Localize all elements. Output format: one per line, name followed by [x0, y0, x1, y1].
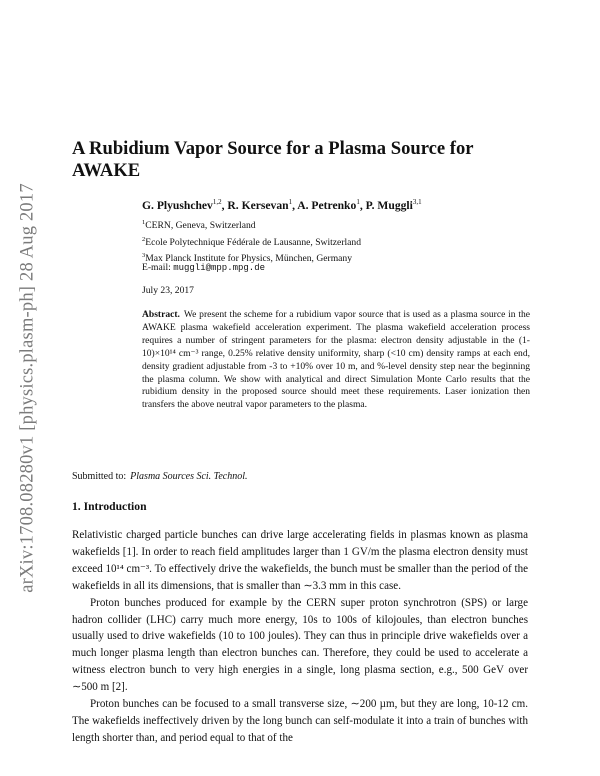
author-affiliation-mark: 1,2 — [212, 198, 222, 206]
affiliation-text: Ecole Polytechnique Fédérale de Lausanne, Switzerland — [145, 236, 362, 248]
affiliation-text: CERN, Geneva, Switzerland — [145, 220, 256, 232]
journal-name: Plasma Sources Sci. Technol. — [130, 471, 248, 482]
affiliation-list — [142, 216, 361, 266]
paragraph: Relativistic charged particle bunches can drive large accelerating fields in plasmas known as plasma wakefields [1]. In order to reach field amplitudes larger than 1 GV/m the plasma electron density must exceed 10¹⁴ cm⁻³. To effectively drive the wakefields, the bunch must be smaller than the period of the wakefields in all its dimensions, that is smaller than ∼3.3 mm in this case. — [72, 529, 528, 592]
abstract-label: Abstract. — [142, 309, 180, 320]
author-affiliation-mark: 1 — [288, 198, 293, 206]
affiliation-number: 3 — [142, 252, 146, 260]
paragraph: Proton bunches can be focused to a small transverse size, ∼200 µm, but they are long, 10-12 cm. The wakefields ineffectively driven by the long bunch can self-modulate it into a train of bunches with length shorter than, and period equal to that of the — [72, 698, 528, 744]
paper-date: July 23, 2017 — [142, 285, 194, 296]
author: G. Plyushchev — [142, 198, 213, 212]
email-address[interactable]: muggli@mpp.mpg.de — [173, 263, 266, 273]
affiliation — [142, 216, 361, 233]
author: A. Petrenko — [297, 198, 357, 212]
arxiv-side-stamp — [14, 168, 42, 608]
body-text — [72, 527, 528, 747]
author-list: G. Plyushchev$^{1,2}$, R. Kersevan$^1$, A. Petrenko$^1$, P. Muggli$^{3,1}$ — [142, 198, 422, 212]
contact-email — [142, 262, 265, 273]
author: R. Kersevan — [227, 198, 289, 212]
affiliation-text: Max Planck Institute for Physics, München, Germany — [145, 253, 353, 265]
paragraph: Proton bunches produced for example by the CERN super proton synchrotron (SPS) or large hadron collider (LHC) carry much more energy, 10s to 100s of kilojoules, than electron bunches usually used to drive wakefields (10 to 100 joules). They can thus in principle drive wakefields over a much longer plasma length than electron bunches can. Therefore, they could be used to accelerate a witness electron bunch to very high energies in a single, long plasma section, e.g., 500 GeV over ∼500 m [2]. — [72, 596, 528, 694]
paper-title: A Rubidium Vapor Source for a Plasma Source for AWAKE — [72, 138, 474, 181]
author-affiliation-mark: 3,1 — [412, 198, 422, 206]
affiliation — [142, 233, 361, 250]
arxiv-identifier: arXiv:1708.08280v1 [physics.plasm-ph] 28 Aug 2017 — [17, 183, 38, 593]
author: P. Muggli — [365, 198, 413, 212]
email-label: E-mail: — [142, 262, 171, 273]
affiliation-number: 1 — [142, 219, 146, 226]
submission-note — [72, 471, 247, 482]
submitted-label: Submitted to: — [72, 471, 127, 482]
abstract — [142, 309, 530, 412]
affiliation-number: 2 — [142, 235, 146, 243]
section-heading: 1. Introduction — [72, 500, 147, 513]
author-affiliation-mark: 1 — [356, 198, 360, 206]
abstract-text: We present the scheme for a rubidium vapor source that is used as a plasma source in the AWAKE plasma wakefield acceleration experiment. The plasma wakefield acceleration process requires a number of stringent parameters for the plasma: electron density adjustable in the (1-10)×10¹⁴ cm⁻³ range, 0.25% relative density uniformity, sharp (<10 cm) density ramps at each end, density gradient adjustable from -3 to +10% over 10 m, and %-level density step near the beginning the plasma column. We show with analytical and direct Simulation Monte Carlo results that the rubidium density in the proposed source should meet these requirements. Laser ionization then transfers the above neutral vapor parameters to the plasma. — [142, 309, 530, 411]
